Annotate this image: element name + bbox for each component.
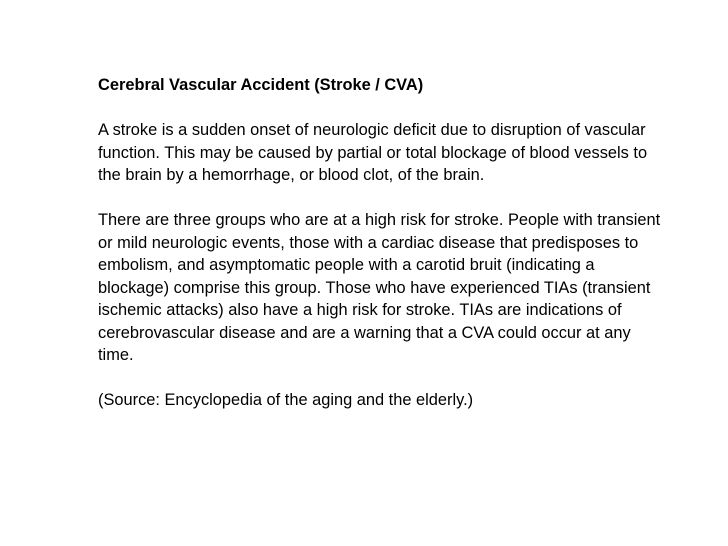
paragraph-risk-groups: There are three groups who are at a high risk for stroke. People with transient or mild neurologic events, those with a cardiac disease that predisposes to embolism, and asymptomatic people with a carotid bruit (indicating a blockage) comprise this group. Those who have experienced TIAs (transient ischemic attacks) also have a high risk for stroke. TIAs are indications of cerebrovascular disease and are a warning that a CVA could occur at any time. xyxy=(98,211,661,364)
document-body xyxy=(98,74,668,412)
document-title: Cerebral Vascular Accident (Stroke / CVA) xyxy=(98,76,424,94)
paragraph-source: (Source: Encyclopedia of the aging and the elderly.) xyxy=(98,391,474,409)
paragraph-definition: A stroke is a sudden onset of neurologic deficit due to disruption of vascular function. This may be caused by partial or total blockage of blood vessels to the brain by a hemorrhage, or blood clot, of the brain. xyxy=(98,121,648,184)
